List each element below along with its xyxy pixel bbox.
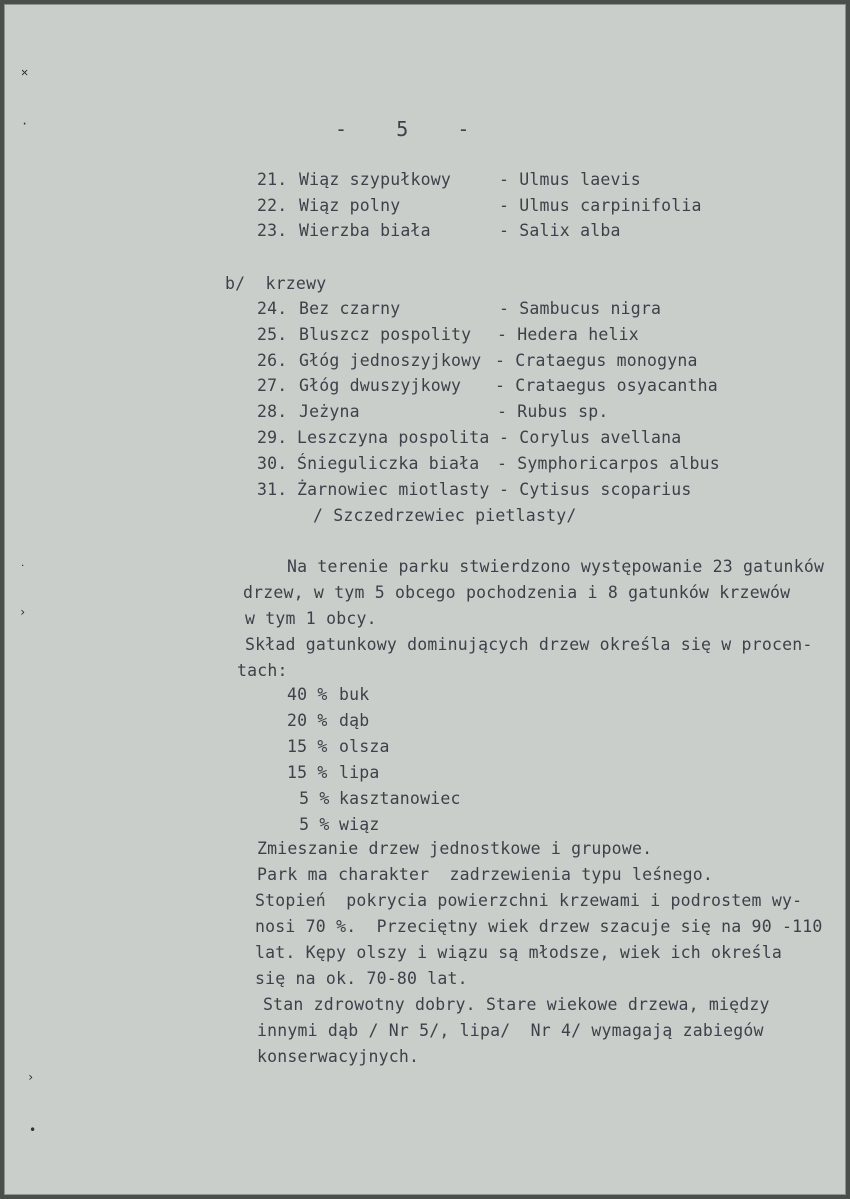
page-number: - 5 -	[335, 117, 470, 141]
list-item-number: 24.	[257, 299, 288, 318]
margin-speck: ·	[21, 117, 29, 131]
paragraph-line: innymi dąb / Nr 5/, lipa/ Nr 4/ wymagają zabiegów	[257, 1021, 764, 1040]
list-item-latin-name: - Corylus avellana	[499, 428, 682, 447]
composition-species: dąb	[339, 711, 370, 730]
composition-percent: 5 %	[289, 815, 330, 834]
composition-percent: 5 %	[289, 789, 330, 808]
paragraph-line: Stan zdrowotny dobry. Stare wiekowe drzewa, między	[263, 995, 770, 1014]
paragraph-line: Skład gatunkowy dominujących drzew określa się w procen-	[245, 635, 813, 654]
composition-species: kasztanowiec	[339, 789, 461, 808]
list-item-polish-name: Wierzba biała	[299, 221, 431, 240]
list-item-number: 30.	[257, 454, 288, 473]
list-item-number: 31.	[257, 480, 288, 499]
composition-species: lipa	[339, 763, 380, 782]
list-item-polish-name: Głóg jednoszyjkowy	[299, 351, 482, 370]
typewritten-page	[4, 4, 846, 1195]
list-item-number: 29.	[257, 428, 288, 447]
list-item-polish-name: Głóg dwuszyjkowy	[299, 376, 462, 395]
list-item-latin-name: - Rubus sp.	[497, 402, 609, 421]
shrub-note: / Szczedrzewiec pietlasty/	[313, 506, 577, 525]
list-item-number: 21.	[257, 170, 288, 189]
paragraph-line: drzew, w tym 5 obcego pochodzenia i 8 gatunków krzewów	[243, 583, 791, 602]
list-item-latin-name: - Salix alba	[499, 221, 621, 240]
shrubs-heading: b/ krzewy	[225, 274, 327, 293]
list-item-latin-name: - Sambucus nigra	[499, 299, 662, 318]
list-item-polish-name: Śnieguliczka biała	[297, 454, 480, 473]
list-item-latin-name: - Cytisus scoparius	[499, 480, 692, 499]
paragraph-line: konserwacyjnych.	[257, 1047, 420, 1066]
paragraph-line: w tym 1 obcy.	[245, 609, 377, 628]
list-item-polish-name: Bez czarny	[299, 299, 401, 318]
paragraph-line: Park ma charakter zadrzewienia typu leśnego.	[257, 865, 714, 884]
paragraph-line: tach:	[237, 661, 288, 680]
list-item-number: 28.	[257, 402, 288, 421]
paragraph-line: lat. Kępy olszy i wiązu są młodsze, wiek ich określa	[255, 943, 782, 962]
paragraph-line: się na ok. 70-80 lat.	[255, 969, 468, 988]
list-item-latin-name: - Ulmus carpinifolia	[499, 196, 702, 215]
list-item-latin-name: - Crataegus monogyna	[495, 351, 698, 370]
composition-species: wiąz	[339, 815, 380, 834]
list-item-number: 23.	[257, 221, 288, 240]
margin-speck: ›	[27, 1070, 35, 1084]
list-item-number: 25.	[257, 325, 288, 344]
paragraph-line: nosi 70 %. Przeciętny wiek drzew szacuje się na 90 -110	[255, 917, 823, 936]
list-item-polish-name: Bluszcz pospolity	[299, 325, 472, 344]
paragraph-line: Zmieszanie drzew jednostkowe i grupowe.	[257, 839, 653, 858]
list-item-number: 27.	[257, 376, 288, 395]
margin-speck: ˙	[19, 563, 27, 577]
margin-speck: ›	[19, 605, 27, 619]
paragraph-line: Na terenie parku stwierdzono występowanie 23 gatunków	[287, 557, 825, 576]
composition-percent: 15 %	[287, 737, 328, 756]
list-item-number: 26.	[257, 351, 288, 370]
paragraph-line: Stopień pokrycia powierzchni krzewami i podrostem wy-	[255, 891, 803, 910]
list-item-latin-name: - Crataegus osyacantha	[495, 376, 718, 395]
list-item-number: 22.	[257, 196, 288, 215]
list-item-latin-name: - Ulmus laevis	[499, 170, 641, 189]
list-item-polish-name: Leszczyna pospolita	[297, 428, 490, 447]
list-item-polish-name: Żarnowiec miotlasty	[297, 480, 490, 499]
composition-percent: 40 %	[287, 685, 328, 704]
list-item-latin-name: - Hedera helix	[497, 325, 639, 344]
list-item-polish-name: Wiąz polny	[299, 196, 401, 215]
list-item-polish-name: Jeżyna	[299, 402, 360, 421]
margin-speck: •	[29, 1123, 37, 1137]
composition-species: buk	[339, 685, 370, 704]
composition-percent: 20 %	[287, 711, 328, 730]
composition-species: olsza	[339, 737, 390, 756]
list-item-latin-name: - Symphoricarpos albus	[497, 454, 720, 473]
list-item-polish-name: Wiąz szypułkowy	[299, 170, 452, 189]
composition-percent: 15 %	[287, 763, 328, 782]
margin-speck: ✕	[21, 65, 29, 79]
